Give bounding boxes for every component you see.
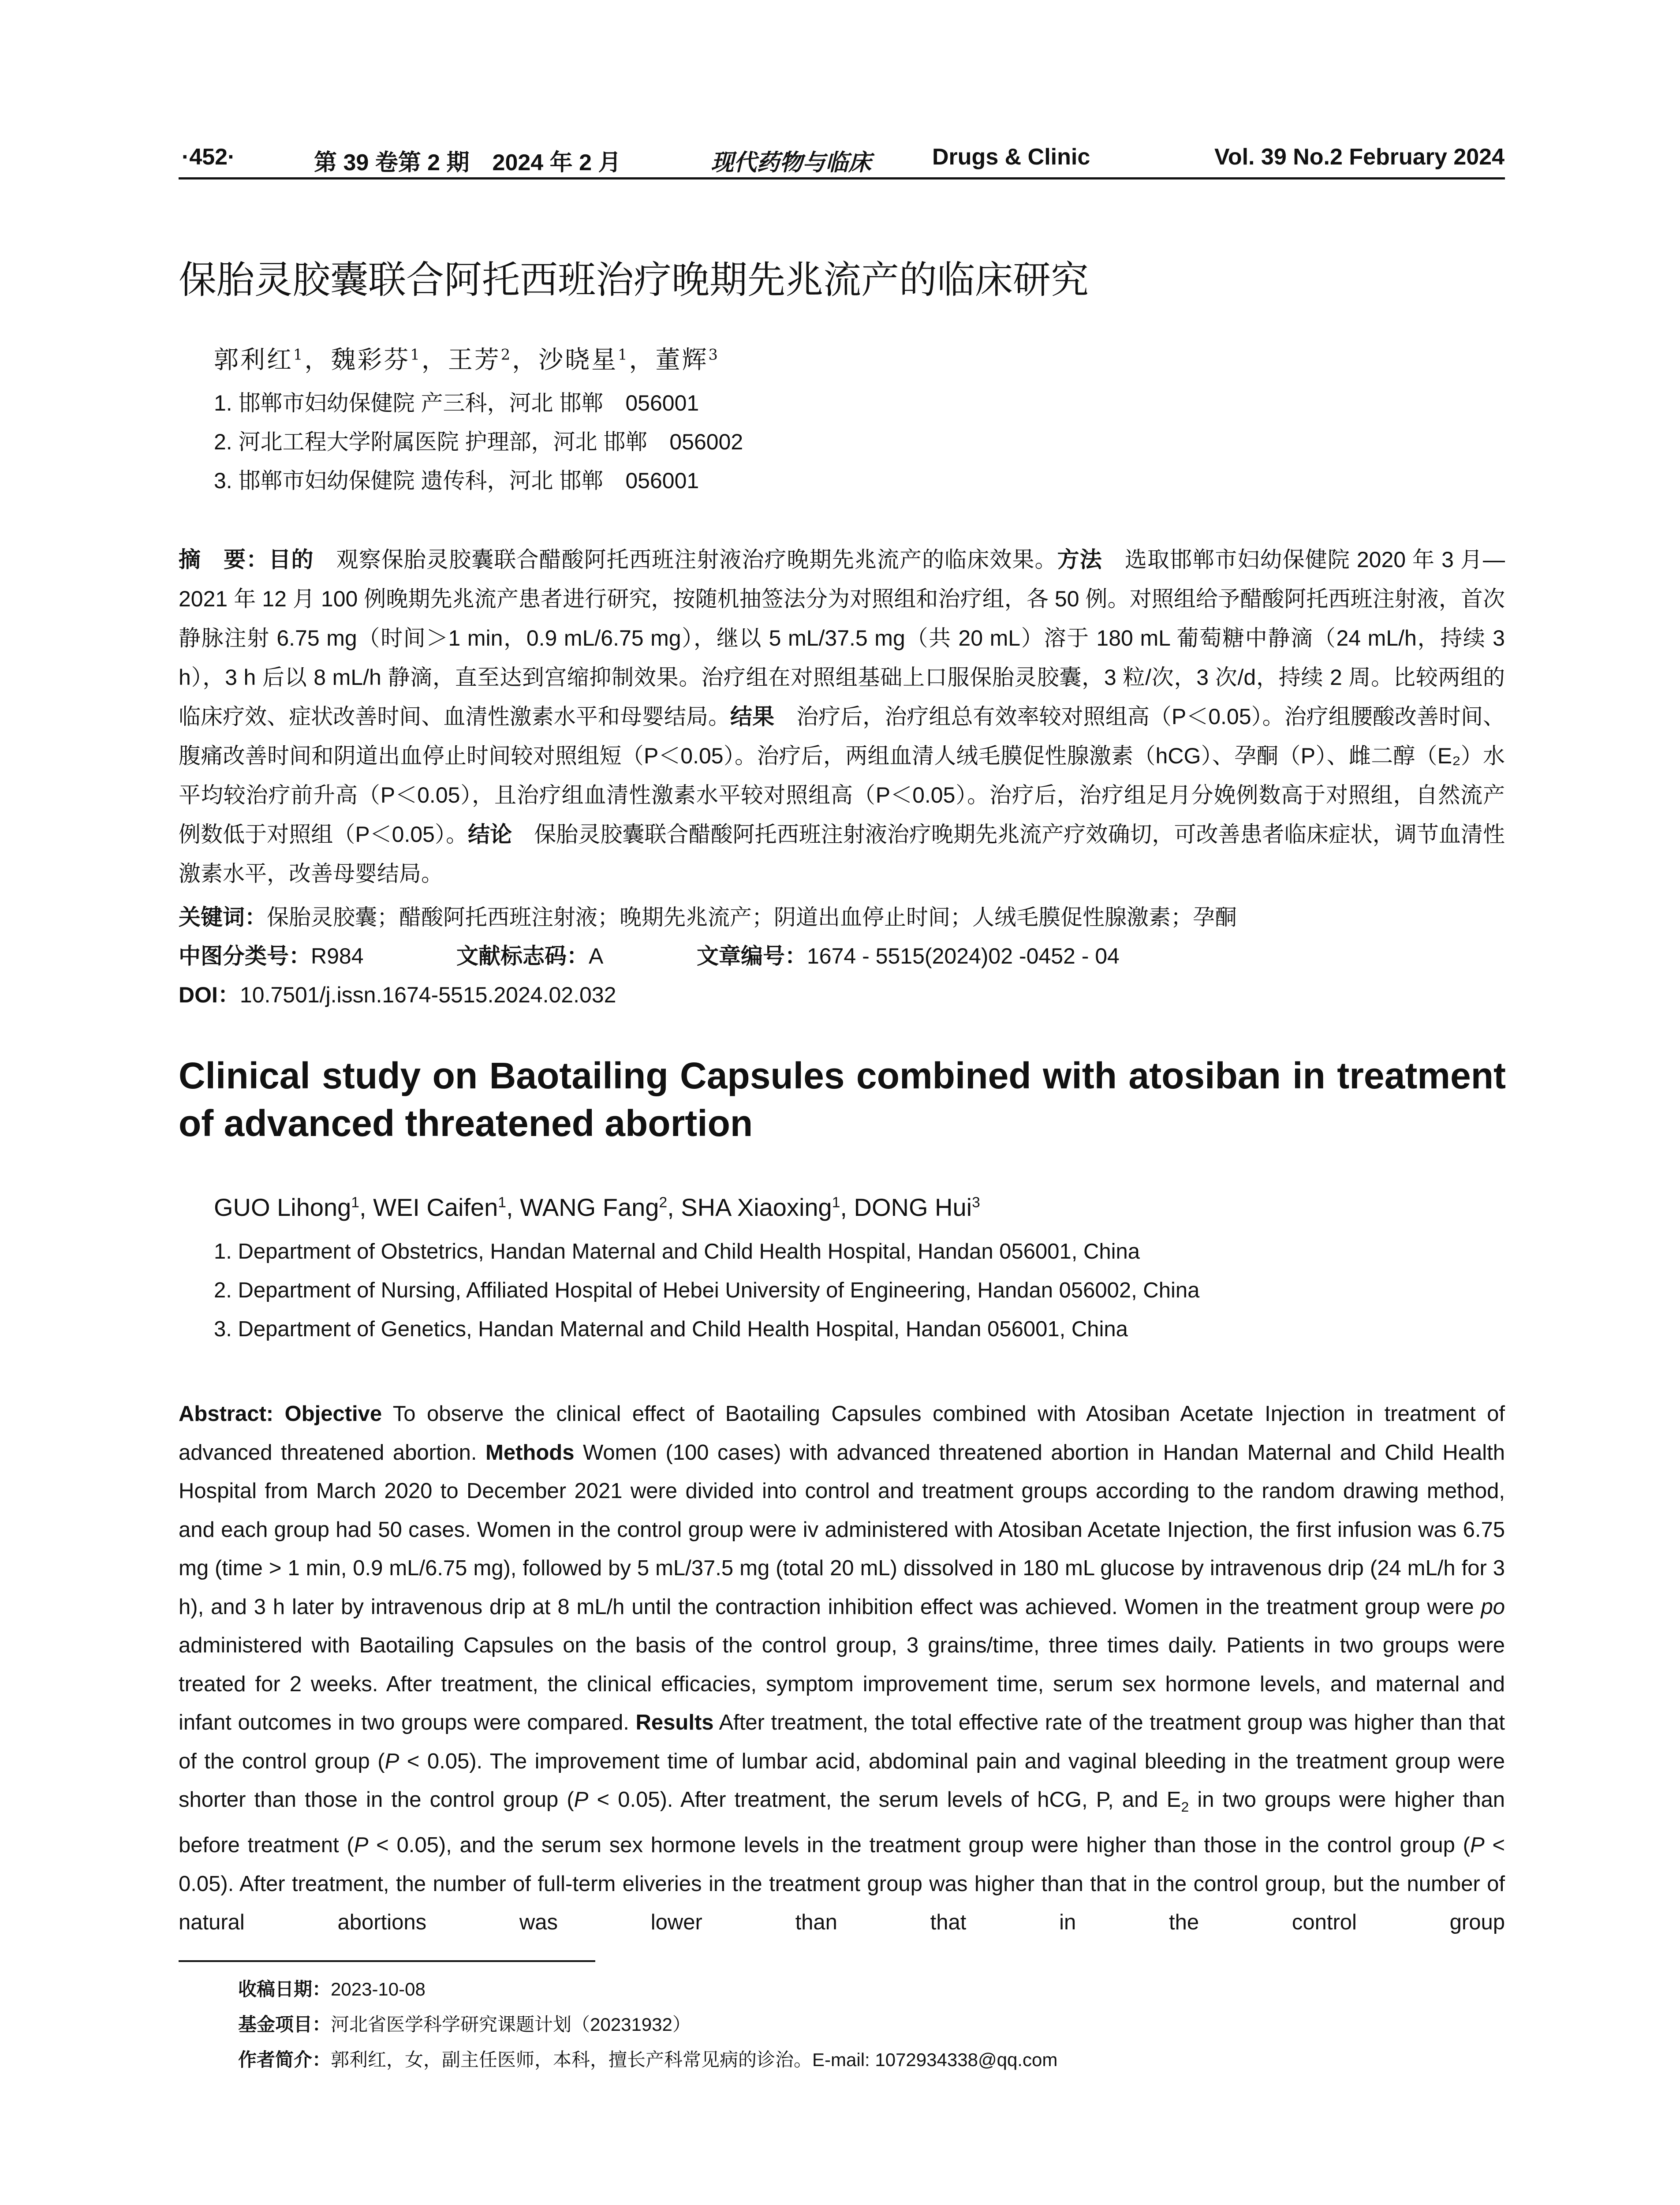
objective-text-cn: 观察保胎灵胶囊联合醋酸阿托西班注射液治疗晚期先兆流产的临床效果。 bbox=[314, 547, 1057, 572]
affiliation-mark: 1 bbox=[351, 1194, 359, 1211]
affiliation-mark: 2 bbox=[659, 1194, 668, 1211]
affiliation-mark: 1 bbox=[293, 346, 305, 363]
authors-cn bbox=[214, 340, 720, 376]
results-text-cn: 治疗后，治疗组总有效率较对照组高（P＜0.05）。治疗组腰酸改善时间、腹痛改善时间和阴道出血停止时间较对照组短（P＜0.05）。治疗后，两组血清人绒毛膜促性腺激素（hCG）、孕酮（P）、雌二醇（E₂）水平均较治疗前升高（P＜0.05），且治疗组血清性激素水平较对照组高（P＜0.05）。治疗后，治疗组足月分娩例数高于对照组，自然流产例数低于对照组（P＜0.05）。 bbox=[179, 704, 1505, 847]
footnote-text: 2023-10-08 bbox=[331, 1979, 426, 1999]
methods-text-en-2: administered with Baotailing Capsules on the basis of the control group, 3 grains/time, three times daily. Patients in two groups were treated for 2 weeks. After treatment, the clinical efficacies, symptom improvement time, serum sex hormone levels, and maternal and infant outcomes in two groups were compared. bbox=[179, 1633, 1505, 1734]
author-en: DONG Hui bbox=[854, 1193, 972, 1221]
abstract-cn bbox=[179, 540, 1505, 893]
author-cn: 董辉 bbox=[655, 346, 709, 374]
doi-label: DOI： bbox=[179, 983, 240, 1007]
title-cn: 保胎灵胶囊联合阿托西班治疗晚期先兆流产的临床研究 bbox=[179, 259, 1089, 301]
author-cn: 沙晓星 bbox=[538, 346, 618, 374]
author-separator: , bbox=[840, 1193, 854, 1221]
issue-info-cn: 第 39 卷第 2 期 2024 年 2 月 bbox=[314, 150, 621, 176]
abstract-en-label: Abstract: bbox=[179, 1402, 274, 1426]
affiliation-mark: 1 bbox=[498, 1194, 506, 1211]
results-text-en-6: < 0.05). After treatment, the number of full-term eliveries in the treatment group was higher than that in the control group, but the number of natural abortions was lower than that in the control group bbox=[179, 1833, 1505, 1935]
author-en: WANG Fang bbox=[520, 1193, 659, 1221]
doc-code-label: 文献标志码： bbox=[456, 944, 589, 968]
objective-label-en: Objective bbox=[284, 1402, 382, 1426]
affiliation-cn-1: 1. 邯郸市妇幼保健院 产三科，河北 邯郸 056001 bbox=[214, 391, 699, 415]
author-separator: ， bbox=[629, 346, 656, 374]
methods-label-cn: 方法 bbox=[1057, 547, 1102, 572]
author-en: WEI Caifen bbox=[373, 1193, 498, 1221]
author-separator: ， bbox=[304, 346, 331, 374]
volume-info-en: Vol. 39 No.2 February 2024 bbox=[1214, 144, 1505, 170]
affiliation-en-2: 2. Department of Nursing, Affiliated Hospital of Hebei University of Engineering, Handan 056002, China bbox=[214, 1278, 1200, 1302]
clc-label: 中图分类号： bbox=[179, 944, 311, 968]
author-cn: 魏彩芬 bbox=[331, 346, 411, 374]
p-value-symbol: P bbox=[1470, 1833, 1485, 1857]
journal-name-cn: 现代药物与临床 bbox=[711, 149, 872, 176]
affiliation-mark: 1 bbox=[832, 1194, 840, 1211]
subscript-2: 2 bbox=[1181, 1798, 1189, 1815]
footnote-text: 河北省医学科学研究课题计划（20231932） bbox=[331, 2014, 691, 2035]
methods-text-en: Women (100 cases) with advanced threatened abortion in Handan Maternal and Child Health Hospital from March 2020 to December 2021 were divided into control and treatment groups according to the random drawing method, and each group had 50 cases. Women in the control group were iv administered with Atosiban Acetate Injection, the first infusion was 6.75 mg (time > 1 min, 0.9 mL/6.75 mg), followed by 5 mL/37.5 mg (total 20 mL) dissolved in 180 mL glucose by intravenous drip (24 mL/h for 3 h), and 3 h later by intravenous drip at 8 mL/h until the contraction inhibition effect was achieved. Women in the treatment group were bbox=[179, 1440, 1505, 1619]
author-separator: , bbox=[506, 1193, 520, 1221]
results-text-en-2: < 0.05). The improvement time of lumbar acid, abdominal pain and vaginal bleeding in the treatment group were shorter than those in the control group ( bbox=[179, 1749, 1505, 1812]
author-cn: 郭利红 bbox=[214, 346, 293, 374]
results-text-en-3: < 0.05). After treatment, the serum levels of hCG, P, and E bbox=[588, 1788, 1181, 1812]
results-label-cn: 结果 bbox=[730, 704, 775, 729]
conclusion-label-cn: 结论 bbox=[468, 822, 512, 847]
author-en: GUO Lihong bbox=[214, 1193, 351, 1221]
author-en: SHA Xiaoxing bbox=[681, 1193, 832, 1221]
conclusion-text-cn: 保胎灵胶囊联合醋酸阿托西班注射液治疗晚期先兆流产疗效确切，可改善患者临床症状，调节血清性激素水平，改善母婴结局。 bbox=[179, 822, 1505, 886]
affiliation-mark: 3 bbox=[708, 346, 720, 363]
methods-text-cn: 选取邯郸市妇幼保健院 2020 年 3 月—2021 年 12 月 100 例晚期先兆流产患者进行研究，按随机抽签法分为对照组和治疗组，各 50 例。对照组给予醋酸阿托西班注射液，首次静脉注射 6.75 mg（时间＞1 min，0.9 mL/6.75 mg），继以 5 mL/37.5 mg（共 20 mL）溶于 180 mL 葡萄糖中静滴（24 mL/h，持续 3 h），3 h 后以 8 mL/h 静滴，直至达到宫缩抑制效果。治疗组在对照组基础上口服保胎灵胶囊，3 粒/次，3 次/d，持续 2 周。比较两组的临床疗效、症状改善时间、血清性激素水平和母婴结局。 bbox=[179, 547, 1505, 729]
running-header bbox=[182, 140, 1505, 176]
affiliation-mark: 1 bbox=[618, 346, 629, 363]
methods-label-en: Methods bbox=[485, 1440, 575, 1465]
footnote-author-bio bbox=[238, 2045, 1057, 2072]
doc-code-value: A bbox=[589, 944, 604, 968]
footnote-label: 基金项目： bbox=[238, 2014, 331, 2035]
article-no-label: 文章编号： bbox=[697, 944, 807, 968]
p-value-symbol: P bbox=[354, 1833, 369, 1857]
footnote-received bbox=[238, 1975, 426, 2001]
affiliation-mark: 3 bbox=[972, 1194, 980, 1211]
keywords-cn bbox=[179, 900, 1237, 931]
classification-line bbox=[179, 938, 1120, 970]
author-separator: ， bbox=[421, 346, 448, 374]
footnote-text: 郭利红，女，副主任医师，本科，擅长产科常见病的诊治。E-mail: 1072934338@qq.com bbox=[331, 2049, 1058, 2070]
affiliation-mark: 1 bbox=[410, 346, 422, 363]
abstract-cn-label: 摘 要： bbox=[179, 547, 269, 572]
title-en: Clinical study on Baotailing Capsules combined with atosiban in treatment of advanced threatened abortion bbox=[179, 1055, 1506, 1144]
footnote-rule bbox=[179, 1960, 595, 1962]
po-abbrev: po bbox=[1481, 1595, 1505, 1619]
journal-name-en: Drugs & Clinic bbox=[932, 144, 1090, 170]
authors-en bbox=[214, 1193, 980, 1222]
page-number: ·452· bbox=[182, 144, 235, 170]
p-value-symbol: P bbox=[385, 1749, 399, 1773]
footnote-label: 作者简介： bbox=[238, 2049, 331, 2070]
author-separator: , bbox=[359, 1193, 373, 1221]
abstract-en bbox=[179, 1395, 1505, 1942]
header-rule bbox=[179, 177, 1505, 179]
clc-value: R984 bbox=[311, 944, 364, 968]
objective-label-cn: 目的 bbox=[269, 547, 314, 572]
keywords-text: 保胎灵胶囊；醋酸阿托西班注射液；晚期先兆流产；阴道出血停止时间；人绒毛膜促性腺激素；孕酮 bbox=[267, 905, 1237, 930]
author-separator: , bbox=[667, 1193, 681, 1221]
keywords-label: 关键词： bbox=[179, 905, 267, 930]
affiliation-cn-3: 3. 邯郸市妇幼保健院 遗传科，河北 邯郸 056001 bbox=[214, 468, 699, 493]
doi-value: 10.7501/j.issn.1674-5515.2024.02.032 bbox=[239, 983, 616, 1007]
doi-line bbox=[179, 977, 616, 1009]
footnote-label: 收稿日期： bbox=[238, 1979, 331, 1999]
article-no-value: 1674 - 5515(2024)02 -0452 - 04 bbox=[807, 944, 1120, 968]
results-text-en-1: After treatment, the total effective rate of the treatment group was higher than that of the control group ( bbox=[179, 1711, 1505, 1773]
affiliation-mark: 2 bbox=[500, 346, 512, 363]
p-value-symbol: P bbox=[574, 1788, 589, 1812]
affiliation-en-1: 1. Department of Obstetrics, Handan Maternal and Child Health Hospital, Handan 056001, China bbox=[214, 1240, 1140, 1263]
results-text-en-4: in two groups were higher than before treatment ( bbox=[179, 1788, 1505, 1857]
author-separator: ， bbox=[512, 346, 539, 374]
affiliation-cn-2: 2. 河北工程大学附属医院 护理部，河北 邯郸 056002 bbox=[214, 430, 743, 454]
objective-text-en: To observe the clinical effect of Baotailing Capsules combined with Atosiban Acetate Injection in treatment of advanced threatened abortion. bbox=[179, 1402, 1505, 1465]
author-cn: 王芳 bbox=[448, 346, 501, 374]
results-label-en: Results bbox=[635, 1711, 714, 1734]
affiliation-en-3: 3. Department of Genetics, Handan Maternal and Child Health Hospital, Handan 056001, China bbox=[214, 1317, 1128, 1341]
results-text-en-5: < 0.05), and the serum sex hormone levels in the treatment group were higher than those in the control group ( bbox=[368, 1833, 1470, 1857]
footnote-fund bbox=[238, 2010, 691, 2037]
